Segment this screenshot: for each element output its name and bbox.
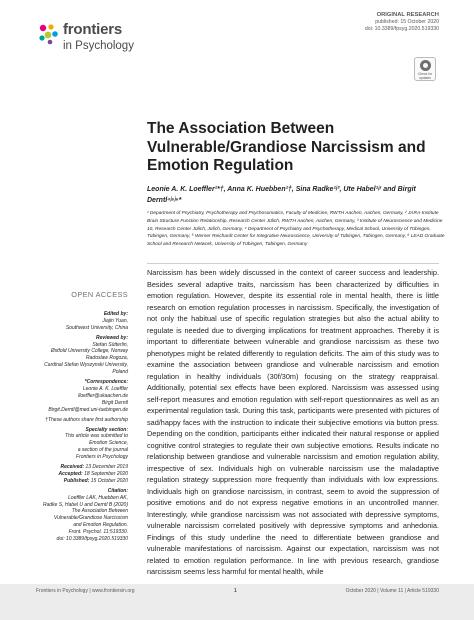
published-date-side: [36, 478, 128, 485]
correspondence-label: *Correspondence:: [84, 379, 128, 386]
received-label: Received:: [60, 464, 85, 471]
accepted-label: Accepted:: [58, 470, 83, 477]
reviewer-affiliation: Poland: [112, 369, 128, 376]
article-type: ORIGINAL RESEARCH: [376, 12, 439, 18]
accepted-value: 18 September 2020: [84, 470, 128, 477]
specialty-line: This article was submitted to: [64, 433, 128, 440]
reviewer-name: Radoslaw Rogoza,: [86, 355, 128, 362]
reviewed-by-section: [36, 335, 128, 376]
citation-doi-link[interactable]: doi: 10.3389/fpsyg.2020.519330: [56, 536, 128, 543]
open-access-label: OPEN ACCESS: [71, 290, 128, 299]
author-list: Leonie A. K. Loeffler¹*†, Anna K. Huebben¹†, Sina Radke¹ʲ³, Ute Habel¹ʲʳ and Birgit Derntl⁴ʲ⁵ʲ⁶*: [147, 186, 416, 204]
correspondent-name: Birgit Derntl: [101, 399, 128, 406]
reviewer-name: Stefan Sütterlin,: [92, 341, 128, 348]
specialty-label: Specialty section:: [85, 426, 128, 433]
check-updates-icon: [420, 60, 431, 71]
received-value: 13 December 2019: [85, 464, 128, 471]
citation-label: Citation:: [107, 487, 128, 494]
specialty-line: Frontiers in Psychology: [76, 454, 128, 461]
specialty-line: a section of the journal: [77, 447, 128, 454]
editor-affiliation: Southwest University, China: [65, 324, 128, 331]
abstract-text: Narcissism has been widely discussed in the context of career success and leadership. Besides several adaptive traits, narcissism has been characterized by difficulties in emotion regulation. However, despite its essential role in mental health, there is little research on emotion regulation processes in narcissism. Specifically, the investigation of not only the habitual use of specific regulation strategies but also the actual ability to regulate is needed due to diverging implications for treatment approaches. Thereby it is important to differentiate between vulnerable and grandiose narcissism as these two phenotypes might be related differently to regulation deficits. The aim of this study was to examine the association between grandiose and vulnerable narcissism and emotion regulation in healthy individuals (30f/30m) focusing on the strategy reappraisal. Additionally, potential sex effects have been explored. Narcissism was assessed using self-report measures and emotion regulation with self-report questionnaires as well as an experimental regulation task. During this task, participants were presented with pictures of sad/happy faces with the instruction to indicate their subjective emotions via button press. Depending on the condition, participants either indicated their natural response or applied cognitive control strategies to regulate their own subjective emotions. Results indicate no relationship between grandiose and vulnerable narcissism and emotion regulation ability, irrespective of sex. Individuals high on vulnerable narcissism use the maladaptive regulation strategy suppression more frequently than individuals with low expressions. Individuals high on grandiose narcissism, in contrast, seem to avoid the suppression of positive emotions and do not express negative emotions in an uncontrolled manner. Interestingly, while grandiose narcissism was not associated with depressive symptoms, vulnerable narcissism correlated positively with depressive symptoms and anhedonia. Findings of this study underline the need to differentiate between grandiose and vulnerable manifestations of narcissism. Against our expectation, narcissism was not related to emotion regulation performance. In line with previous research, grandiose narcissism seems less harmful for mental health, while: [147, 268, 439, 576]
footer-issue-info: October 2020 | Volume 11 | Article 519330: [345, 588, 439, 594]
accepted-date: [36, 471, 128, 478]
reviewer-affiliation: Cardinal Stefan Wyszynski University,: [44, 362, 128, 369]
dates-section: [36, 464, 128, 485]
article-title: The Association Between Vulnerable/Grandiose Narcissism and Emotion Regulation: [147, 120, 426, 174]
check-updates-line1: Check for: [417, 72, 433, 76]
frontiers-logo-icon: [36, 22, 60, 46]
specialty-section: [36, 427, 128, 462]
citation-line: Radke S, Habel U and Derntl B (2020): [42, 501, 128, 508]
edited-by-section: [36, 311, 128, 332]
divider: [147, 263, 439, 264]
published-date: published: 15 October 2020: [375, 19, 439, 26]
reviewed-by-label: Reviewed by:: [96, 334, 128, 341]
edited-by-label: Edited by:: [103, 310, 128, 317]
check-updates-label: [415, 73, 435, 80]
citation-section: [36, 488, 128, 543]
citation-line: The Association Between: [71, 508, 128, 515]
equal-contribution-note: [36, 417, 128, 424]
article-sidebar: [36, 292, 128, 546]
published-label: Published:: [63, 477, 90, 484]
article-doi[interactable]: doi: 10.3389/fpsyg.2020.519330: [364, 26, 439, 33]
citation-line: Loeffler LAK, Huebben AK,: [68, 494, 128, 501]
specialty-line: Emotion Science,: [89, 440, 128, 447]
journal-subname: in Psychology: [63, 40, 134, 52]
page-number: 1: [234, 588, 237, 594]
reviewer-affiliation: Østfold University College, Norway: [50, 348, 128, 355]
article-meta: [365, 12, 439, 34]
check-updates-line2: updates: [419, 75, 431, 80]
equal-contribution-text: †These authors share first authorship: [45, 416, 128, 423]
journal-name: frontiers: [63, 21, 123, 38]
editor-name: Jiajin Yuan,: [102, 317, 128, 324]
correspondent-email-link[interactable]: lloeffler@ukaachen.de: [78, 392, 128, 399]
correspondent-name: Leonie A. K. Loeffler: [82, 385, 128, 392]
affiliations: ¹ Department of Psychiatry, Psychotherapy and Psychosomatics, Faculty of Medicine, RWTH Aachen, Aachen, Germany, ² JARA-Institute Brain Structure Function Relationship, Research Center Jülich, RWTH Aachen, Aachen, Germany, ³ Institute of Neuroscience and Medicine 10, Research Center Jülich, Jülich, Germany, ⁴ Department of Psychiatry and Psychotherapy, Medical School, University of Tübingen, Tübingen, Germany, ⁵ Werner Reichardt Center for Integrative Neuroscience, University of Tübingen, Tübingen, Germany, ⁶ LEAD Graduate School and Research Network, University of Tübingen, Tübingen, Germany: [147, 211, 445, 248]
check-for-updates-button[interactable]: [414, 57, 436, 81]
footer-journal-link[interactable]: Frontiers in Psychology | www.frontiersin.org: [36, 588, 135, 594]
citation-line: Front. Psychol. 11:519330.: [68, 529, 128, 536]
published-value: 15 October 2020: [90, 477, 128, 484]
journal-logo[interactable]: [36, 20, 166, 60]
correspondent-email-link[interactable]: Birgit.Derntl@med.uni-tuebingen.de: [48, 406, 128, 413]
page-footer: [0, 584, 474, 620]
received-date: [36, 464, 128, 471]
citation-line: Vulnerable/Grandiose Narcissism: [53, 515, 128, 522]
correspondence-section: [36, 379, 128, 414]
citation-line: and Emotion Regulation.: [73, 522, 128, 529]
